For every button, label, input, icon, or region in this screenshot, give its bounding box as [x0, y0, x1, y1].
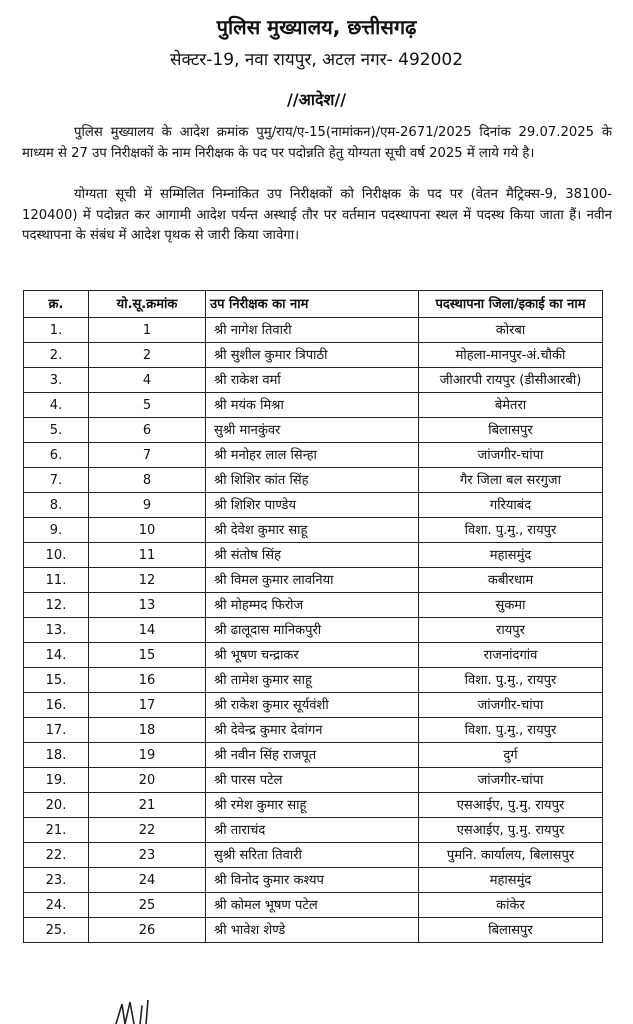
cell-serial: 19.: [24, 768, 89, 793]
cell-merit-number: 11: [89, 543, 206, 568]
order-paragraph-2: योग्यता सूची में सम्मिलित निम्नांकित उप निरीक्षकों को निरीक्षक के पद पर (वेतन मैट्रिक्स-9, 38100-120400) में पदोन्नत कर आगामी आदेश पर्यन्त अस्थाई तौर पर वर्तमान पदस्थापना स्थल में पदस्थ किया जाता हैं। नवीन पदस्थापना के संबंध में आदेश पृथक से जारी किया जावेगा।: [22, 187, 612, 243]
cell-serial: 7.: [24, 468, 89, 493]
table-row: [24, 618, 603, 643]
cell-name: श्री विनोद कुमार कश्यप: [206, 868, 419, 893]
cell-serial: 15.: [24, 668, 89, 693]
cell-serial: 2.: [24, 343, 89, 368]
column-header-name: उप निरीक्षक का नाम: [206, 291, 419, 318]
table-row: [24, 518, 603, 543]
cell-name: सुश्री सरिता तिवारी: [206, 843, 419, 868]
cell-posting: राजनांदगांव: [419, 643, 603, 668]
table-row: [24, 818, 603, 843]
cell-posting: जांजगीर-चांपा: [419, 443, 603, 468]
table-row: [24, 318, 603, 343]
cell-posting: जीआरपी रायपुर (डीसीआरबी): [419, 368, 603, 393]
cell-posting: सुकमा: [419, 593, 603, 618]
order-paragraph-1: पुलिस मुख्यालय के आदेश क्रमांक पुमु/राय/ए-15(नामांकन)/एम-2671/2025 दिनांक 29.07.2025 के माध्यम से 27 उप निरीक्षकों के नाम निरीक्षक के पद पर पदोन्नति हेतु योग्यता सूची वर्ष 2025 में लाये गये है।: [22, 125, 612, 161]
cell-merit-number: 7: [89, 443, 206, 468]
table-row: [24, 693, 603, 718]
cell-merit-number: 2: [89, 343, 206, 368]
signature-mark: [112, 1000, 172, 1024]
table-row: [24, 643, 603, 668]
cell-serial: 4.: [24, 393, 89, 418]
cell-posting: बिलासपुर: [419, 918, 603, 943]
cell-merit-number: 19: [89, 743, 206, 768]
cell-merit-number: 5: [89, 393, 206, 418]
cell-name: श्री विमल कुमार लावनिया: [206, 568, 419, 593]
cell-serial: 13.: [24, 618, 89, 643]
cell-posting: महासमुंद: [419, 868, 603, 893]
cell-posting: विशा. पु.मु., रायपुर: [419, 718, 603, 743]
cell-name: श्री भूषण चन्द्राकर: [206, 643, 419, 668]
cell-name: श्री राकेश वर्मा: [206, 368, 419, 393]
cell-serial: 10.: [24, 543, 89, 568]
cell-name: श्री पारस पटेल: [206, 768, 419, 793]
column-header-serial: क्र.: [24, 291, 89, 318]
promotion-table: [23, 290, 603, 943]
cell-name: श्री संतोष सिंह: [206, 543, 419, 568]
table-row: [24, 543, 603, 568]
cell-name: श्री मयंक मिश्रा: [206, 393, 419, 418]
cell-posting: एसआईए, पु.मु. रायपुर: [419, 818, 603, 843]
cell-posting: कबीरधाम: [419, 568, 603, 593]
cell-serial: 1.: [24, 318, 89, 343]
table-row: [24, 443, 603, 468]
cell-merit-number: 16: [89, 668, 206, 693]
cell-posting: महासमुंद: [419, 543, 603, 568]
cell-name: सुश्री मानकुंवर: [206, 418, 419, 443]
cell-merit-number: 17: [89, 693, 206, 718]
cell-serial: 24.: [24, 893, 89, 918]
cell-merit-number: 23: [89, 843, 206, 868]
cell-serial: 18.: [24, 743, 89, 768]
table-row: [24, 918, 603, 943]
table-header-row: [24, 291, 603, 318]
cell-merit-number: 15: [89, 643, 206, 668]
cell-merit-number: 20: [89, 768, 206, 793]
cell-posting: जांजगीर-चांपा: [419, 768, 603, 793]
cell-serial: 11.: [24, 568, 89, 593]
cell-merit-number: 9: [89, 493, 206, 518]
table-row: [24, 743, 603, 768]
cell-merit-number: 14: [89, 618, 206, 643]
cell-serial: 20.: [24, 793, 89, 818]
cell-posting: विशा. पु.मु., रायपुर: [419, 668, 603, 693]
cell-serial: 3.: [24, 368, 89, 393]
cell-merit-number: 21: [89, 793, 206, 818]
table-row: [24, 468, 603, 493]
cell-merit-number: 13: [89, 593, 206, 618]
cell-merit-number: 4: [89, 368, 206, 393]
cell-serial: 9.: [24, 518, 89, 543]
cell-posting: एसआईए, पु.मु. रायपुर: [419, 793, 603, 818]
cell-posting: गैर जिला बल सरगुजा: [419, 468, 603, 493]
cell-posting: पुमनि. कार्यालय, बिलासपुर: [419, 843, 603, 868]
cell-merit-number: 26: [89, 918, 206, 943]
table-row: [24, 868, 603, 893]
cell-name: श्री कोमल भूषण पटेल: [206, 893, 419, 918]
table-row: [24, 418, 603, 443]
cell-merit-number: 6: [89, 418, 206, 443]
cell-serial: 5.: [24, 418, 89, 443]
cell-serial: 23.: [24, 868, 89, 893]
cell-posting: बेमेतरा: [419, 393, 603, 418]
table-row: [24, 893, 603, 918]
table-row: [24, 568, 603, 593]
cell-name: श्री तामेश कुमार साहू: [206, 668, 419, 693]
cell-name: श्री देवेन्द्र कुमार देवांगन: [206, 718, 419, 743]
cell-merit-number: 24: [89, 868, 206, 893]
table-row: [24, 668, 603, 693]
cell-name: श्री मोहम्मद फिरोज: [206, 593, 419, 618]
cell-posting: विशा. पु.मु., रायपुर: [419, 518, 603, 543]
cell-name: श्री ढालूदास मानिकपुरी: [206, 618, 419, 643]
cell-serial: 16.: [24, 693, 89, 718]
cell-name: श्री सुशील कुमार त्रिपाठी: [206, 343, 419, 368]
cell-posting: जांजगीर-चांपा: [419, 693, 603, 718]
document-title: पुलिस मुख्यालय, छत्तीसगढ़: [216, 15, 417, 39]
cell-posting: रायपुर: [419, 618, 603, 643]
cell-name: श्री भावेश शेण्डे: [206, 918, 419, 943]
cell-serial: 21.: [24, 818, 89, 843]
cell-name: श्री नागेश तिवारी: [206, 318, 419, 343]
cell-posting: कांकेर: [419, 893, 603, 918]
cell-name: श्री ताराचंद: [206, 818, 419, 843]
table-row: [24, 393, 603, 418]
cell-merit-number: 18: [89, 718, 206, 743]
office-address: सेक्टर-19, नवा रायपुर, अटल नगर- 492002: [169, 50, 464, 70]
cell-serial: 22.: [24, 843, 89, 868]
cell-serial: 6.: [24, 443, 89, 468]
cell-name: श्री शिशिर कांत सिंह: [206, 468, 419, 493]
cell-serial: 12.: [24, 593, 89, 618]
table-row: [24, 843, 603, 868]
table-row: [24, 718, 603, 743]
table-row: [24, 593, 603, 618]
cell-name: श्री राकेश कुमार सूर्यवंशी: [206, 693, 419, 718]
column-header-posting: पदस्थापना जिला/इकाई का नाम: [419, 291, 603, 318]
table-row: [24, 493, 603, 518]
cell-merit-number: 22: [89, 818, 206, 843]
cell-serial: 14.: [24, 643, 89, 668]
cell-name: श्री नवीन सिंह राजपूत: [206, 743, 419, 768]
cell-serial: 25.: [24, 918, 89, 943]
cell-name: श्री देवेश कुमार साहू: [206, 518, 419, 543]
cell-serial: 8.: [24, 493, 89, 518]
cell-serial: 17.: [24, 718, 89, 743]
cell-posting: गरियाबंद: [419, 493, 603, 518]
cell-posting: दुर्ग: [419, 743, 603, 768]
cell-merit-number: 12: [89, 568, 206, 593]
cell-name: श्री मनोहर लाल सिन्हा: [206, 443, 419, 468]
cell-posting: मोहला-मानपुर-अं.चौकी: [419, 343, 603, 368]
cell-merit-number: 1: [89, 318, 206, 343]
table-row: [24, 793, 603, 818]
table-body: [24, 318, 603, 943]
cell-merit-number: 25: [89, 893, 206, 918]
order-heading: //आदेश//: [286, 90, 347, 109]
cell-posting: कोरबा: [419, 318, 603, 343]
cell-name: श्री शिशिर पाण्डेय: [206, 493, 419, 518]
cell-name: श्री रमेश कुमार साहू: [206, 793, 419, 818]
cell-posting: बिलासपुर: [419, 418, 603, 443]
table-row: [24, 768, 603, 793]
cell-merit-number: 8: [89, 468, 206, 493]
table-row: [24, 343, 603, 368]
column-header-merit-number: यो.सू.क्रमांक: [89, 291, 206, 318]
cell-merit-number: 10: [89, 518, 206, 543]
table-row: [24, 368, 603, 393]
